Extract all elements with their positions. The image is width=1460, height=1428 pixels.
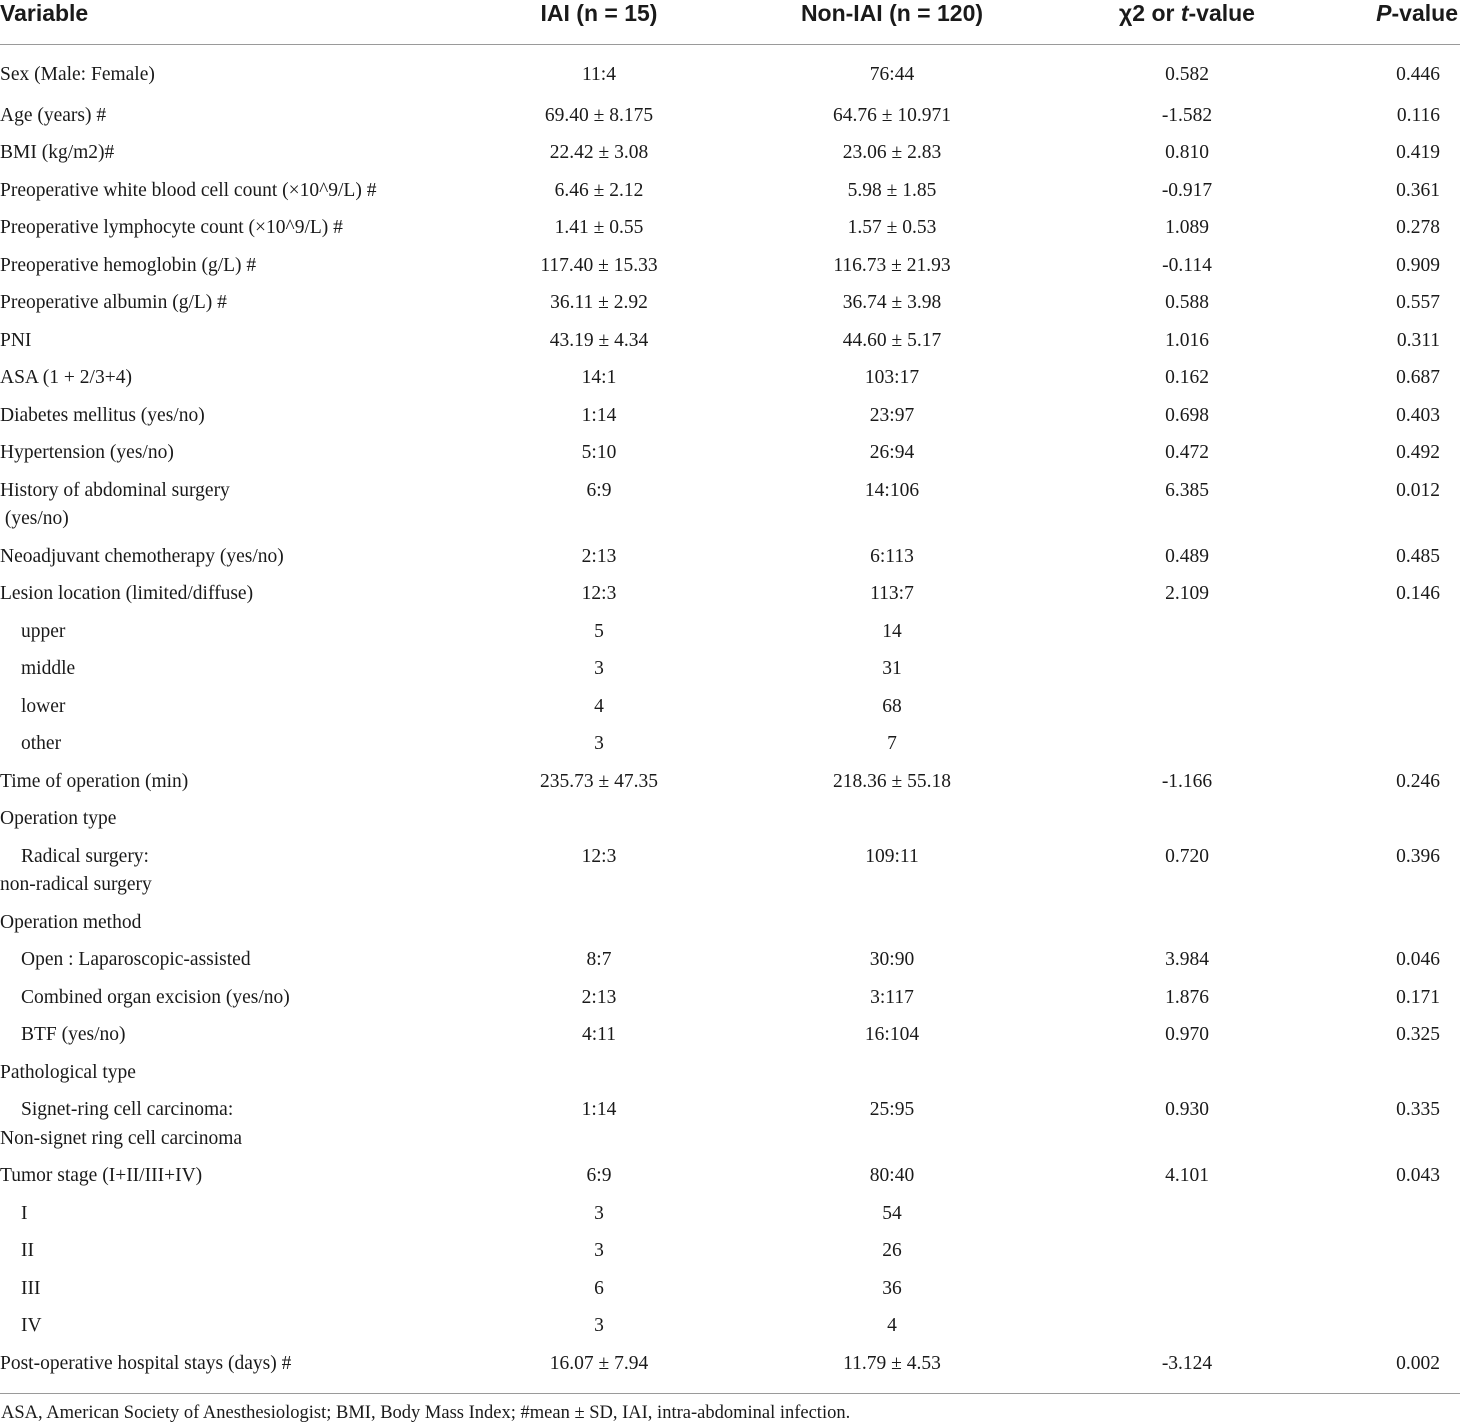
cell-variable: [0, 398, 460, 436]
cell-p-value: [1328, 1233, 1460, 1271]
cell-variable: [0, 689, 460, 727]
cell-iai: 4:11: [582, 1024, 616, 1045]
cell-p-value: 0.046: [1396, 949, 1440, 970]
cell-iai: 8:7: [586, 949, 612, 970]
cell-iai: 3: [594, 733, 604, 754]
cell-p-value: 0.557: [1396, 292, 1440, 313]
cell-non-iai: 103:17: [864, 367, 920, 388]
cell-variable: [0, 473, 460, 539]
table-row: [0, 473, 1460, 539]
cell-non-iai: 14: [882, 620, 902, 642]
cell-statistic: -1.582: [1161, 104, 1213, 126]
table-row: [0, 360, 1460, 398]
table-row: [0, 1233, 1460, 1271]
cell-non-iai: 11.79 ± 4.53: [738, 1346, 1046, 1394]
cell-p-value: [1328, 1196, 1460, 1234]
variable-label: other: [21, 733, 62, 754]
cell-variable: [0, 45, 460, 98]
header-p-value: [1328, 0, 1460, 45]
cell-variable: [0, 801, 460, 839]
variable-label: ASA (1 + 2/3+4): [0, 367, 132, 388]
cell-non-iai: 5.98 ± 1.85: [847, 179, 937, 201]
cell-p-value: 0.043: [1396, 1165, 1440, 1186]
cell-non-iai: 26:94: [869, 442, 915, 463]
variable-label: BMI (kg/m2)#: [0, 142, 115, 163]
header-statistic-suffix: -value: [1188, 0, 1255, 26]
table-row: [0, 1092, 1460, 1158]
cell-non-iai: 16:104: [864, 1024, 920, 1045]
cell-iai: 4: [594, 695, 604, 717]
cell-iai: 69.40 ± 8.175: [544, 104, 654, 126]
cell-p-value: 0.171: [1396, 986, 1440, 1008]
cell-variable: [0, 135, 460, 173]
variable-label: I: [21, 1202, 28, 1224]
table-row: [0, 1308, 1460, 1346]
cell-p-value: 0.116: [1396, 104, 1440, 126]
table-row: [0, 614, 1460, 652]
header-p-suffix: -value: [1391, 0, 1458, 26]
cell-statistic: 1.016: [1165, 329, 1209, 351]
cell-iai: 12:3: [581, 845, 617, 867]
cell-iai: 3: [594, 1202, 604, 1224]
cell-variable: [0, 839, 460, 905]
variable-label: Pathological type: [0, 1061, 136, 1083]
cell-variable: [0, 1308, 460, 1346]
table-row: [0, 135, 1460, 173]
table-header: [0, 0, 1460, 45]
cell-statistic: [1046, 1196, 1328, 1234]
cell-iai: [460, 801, 738, 839]
variable-label: Preoperative lymphocyte count (×10^9/L) #: [0, 217, 343, 238]
cell-iai: 2:13: [581, 545, 617, 567]
cell-statistic: 0.930: [1165, 1099, 1209, 1120]
table-row: [0, 435, 1460, 473]
cell-non-iai: 80:40: [869, 1165, 915, 1186]
cell-p-value: [1328, 801, 1460, 839]
cell-p-value: [1328, 1308, 1460, 1346]
cell-statistic: 6.385: [1165, 479, 1209, 501]
cell-non-iai: 7: [887, 733, 897, 754]
cell-p-value: 0.335: [1396, 1099, 1440, 1120]
table-row: [0, 1346, 1460, 1394]
header-statistic-t: t: [1180, 0, 1189, 26]
cell-variable: [0, 539, 460, 577]
header-statistic-prefix: χ2 or: [1119, 0, 1181, 26]
cell-statistic: 0.588: [1165, 292, 1209, 313]
cell-variable: [0, 435, 460, 473]
cell-non-iai: 23.06 ± 2.83: [842, 142, 942, 163]
cell-p-value: 0.361: [1396, 179, 1440, 201]
variable-label: Lesion location (limited/diffuse): [0, 583, 254, 604]
cell-iai: 3: [594, 1315, 604, 1336]
variable-label: Neoadjuvant chemotherapy (yes/no): [0, 545, 284, 567]
cell-p-value: 0.403: [1396, 404, 1440, 426]
variable-label: BTF (yes/no): [21, 1024, 126, 1045]
cell-non-iai: 76:44: [869, 64, 915, 85]
cell-non-iai: 31: [882, 658, 902, 679]
table-footnote: ASA, American Society of Anesthesiologist; BMI, Body Mass Index; #mean ± SD, IAI, intra-abdominal infection.: [1, 1403, 851, 1423]
cell-statistic: 0.489: [1165, 545, 1209, 567]
table-row: [0, 1158, 1460, 1196]
cell-statistic: [1046, 1233, 1328, 1271]
cell-variable: [0, 360, 460, 398]
cell-non-iai: 25:95: [869, 1099, 915, 1120]
cell-statistic: 0.472: [1165, 442, 1209, 463]
cell-non-iai: 64.76 ± 10.971: [833, 104, 951, 126]
variable-label: Preoperative white blood cell count (×10^9/L) #: [0, 179, 377, 201]
table-row: [0, 576, 1460, 614]
variable-label: middle: [21, 658, 76, 679]
header-row: [0, 0, 1460, 45]
cell-iai: 36.11 ± 2.92: [550, 292, 648, 313]
cell-variable: [0, 905, 460, 943]
cell-iai: [460, 905, 738, 943]
cell-iai: 12:3: [581, 583, 617, 604]
table-row: [0, 285, 1460, 323]
cell-variable: [0, 576, 460, 614]
cell-non-iai: 44.60 ± 5.17: [842, 329, 942, 351]
cell-p-value: 0.396: [1396, 845, 1440, 867]
variable-label: Operation method: [0, 911, 142, 933]
variable-label: Preoperative albumin (g/L) #: [0, 292, 227, 313]
cell-p-value: [1328, 905, 1460, 943]
cell-variable: [0, 210, 460, 248]
table-row: [0, 1055, 1460, 1093]
variable-label: Signet-ring cell carcinoma:: [21, 1099, 234, 1120]
cell-non-iai: 23:97: [869, 404, 915, 426]
variable-label: Time of operation (min): [0, 770, 189, 792]
cell-statistic: [1046, 726, 1328, 764]
variable-label: History of abdominal surgery: [0, 479, 230, 501]
cell-statistic: -0.114: [1162, 254, 1212, 276]
cell-statistic: [1046, 801, 1328, 839]
cell-p-value: 0.325: [1396, 1024, 1440, 1045]
variable-label-continued: non-radical surgery: [0, 874, 152, 895]
cell-iai: 3: [594, 658, 604, 679]
variable-label: Preoperative hemoglobin (g/L) #: [0, 254, 257, 276]
cell-p-value: 0.002: [1328, 1346, 1460, 1394]
table-row: [0, 1196, 1460, 1234]
cell-variable: [0, 726, 460, 764]
cell-p-value: 0.687: [1396, 367, 1440, 388]
cell-non-iai: 26: [882, 1240, 902, 1261]
cell-variable: [0, 1271, 460, 1309]
table-row: [0, 45, 1460, 98]
variable-label: Tumor stage (I+II/III+IV): [0, 1165, 203, 1186]
cell-iai: 3: [594, 1240, 604, 1261]
cell-statistic: -1.166: [1161, 770, 1213, 792]
variable-label: III: [21, 1277, 41, 1299]
cell-non-iai: 30:90: [869, 949, 915, 970]
cell-iai: 6: [594, 1277, 604, 1299]
header-non-iai: Non-IAI (n = 120): [738, 0, 1046, 45]
variable-label: Post-operative hospital stays (days) #: [0, 1352, 292, 1374]
table-row: [0, 726, 1460, 764]
variable-label: lower: [21, 695, 66, 717]
cell-non-iai: 36.74 ± 3.98: [842, 292, 942, 313]
cell-p-value: [1328, 1271, 1460, 1309]
cell-iai: 6.46 ± 2.12: [554, 179, 644, 201]
cell-p-value: [1328, 651, 1460, 689]
table-row: [0, 689, 1460, 727]
cell-p-value: [1328, 614, 1460, 652]
cell-statistic: [1046, 1055, 1328, 1093]
table-row: [0, 323, 1460, 361]
cell-variable: [0, 942, 460, 980]
cell-p-value: 0.012: [1396, 479, 1440, 501]
variable-label: Age (years) #: [0, 104, 107, 126]
variable-label: Diabetes mellitus (yes/no): [0, 404, 205, 426]
cell-statistic: [1046, 1271, 1328, 1309]
cell-variable: [0, 1346, 460, 1394]
cell-p-value: 0.311: [1396, 329, 1440, 351]
cell-statistic: 3.984: [1165, 949, 1209, 970]
cell-iai: 16.07 ± 7.94: [460, 1346, 738, 1394]
table-row: [0, 173, 1460, 211]
variable-label: Open : Laparoscopic-assisted: [21, 949, 251, 970]
cell-variable: [0, 980, 460, 1018]
cell-p-value: 0.419: [1396, 142, 1440, 163]
cell-non-iai: 113:7: [870, 583, 914, 604]
cell-non-iai: 109:11: [865, 845, 919, 867]
cell-iai: 1.41 ± 0.55: [554, 217, 644, 238]
cell-statistic: 1.876: [1165, 986, 1209, 1008]
cell-iai: 1:14: [581, 404, 617, 426]
cell-non-iai: [738, 1055, 1046, 1093]
table-row: [0, 98, 1460, 136]
cell-statistic: 0.970: [1165, 1024, 1209, 1045]
variable-label: PNI: [0, 329, 32, 351]
variable-label: upper: [21, 620, 66, 642]
table-row: [0, 764, 1460, 802]
table-row: [0, 980, 1460, 1018]
cell-iai: 5:10: [581, 442, 617, 463]
cell-statistic: 1.089: [1165, 217, 1209, 238]
cell-variable: [0, 1158, 460, 1196]
cell-statistic: 0.720: [1165, 845, 1209, 867]
table-row: [0, 210, 1460, 248]
cell-statistic: 4.101: [1165, 1165, 1209, 1186]
cell-iai: 2:13: [581, 986, 617, 1008]
cell-statistic: 0.698: [1165, 404, 1209, 426]
cell-p-value: 0.485: [1396, 545, 1440, 567]
table-row: [0, 1271, 1460, 1309]
cell-non-iai: 116.73 ± 21.93: [833, 254, 951, 276]
cell-p-value: [1328, 726, 1460, 764]
cell-non-iai: 36: [882, 1277, 902, 1299]
cell-statistic: [1046, 614, 1328, 652]
cell-statistic: [1046, 651, 1328, 689]
table-row: [0, 905, 1460, 943]
cell-statistic: 0.810: [1165, 142, 1209, 163]
cell-iai: 43.19 ± 4.34: [549, 329, 649, 351]
cell-variable: [0, 1233, 460, 1271]
cell-variable: [0, 651, 460, 689]
cell-iai: 11:4: [582, 64, 616, 85]
variable-label: Operation type: [0, 808, 117, 829]
cell-variable: [0, 173, 460, 211]
variable-label-continued: Non-signet ring cell carcinoma: [0, 1127, 243, 1149]
cell-variable: [0, 98, 460, 136]
cell-statistic: 2.109: [1165, 583, 1209, 604]
cell-non-iai: 3:117: [870, 986, 914, 1008]
cell-statistic: [1046, 689, 1328, 727]
cell-statistic: [1046, 1308, 1328, 1346]
table-row: [0, 248, 1460, 286]
cell-iai: 5: [594, 620, 604, 642]
variable-label: Radical surgery:: [21, 845, 149, 867]
variable-label: IV: [21, 1315, 42, 1336]
cell-p-value: 0.446: [1396, 64, 1440, 85]
variable-label: Combined organ excision (yes/no): [21, 986, 290, 1008]
cell-iai: [460, 1055, 738, 1093]
cell-non-iai: 6:113: [870, 545, 914, 567]
header-variable: Variable: [0, 0, 460, 45]
cell-variable: [0, 323, 460, 361]
table-row: [0, 539, 1460, 577]
cell-p-value: 0.146: [1396, 583, 1440, 604]
cell-statistic: 0.582: [1165, 64, 1209, 85]
cell-p-value: 0.909: [1396, 254, 1440, 276]
table-body: [0, 45, 1460, 1394]
cell-variable: [0, 1196, 460, 1234]
variable-label: II: [21, 1240, 34, 1261]
cell-p-value: 0.492: [1396, 442, 1440, 463]
table-row: [0, 651, 1460, 689]
cell-variable: [0, 614, 460, 652]
table-row: [0, 801, 1460, 839]
header-statistic: [1046, 0, 1328, 45]
table-row: [0, 839, 1460, 905]
cell-iai: 1:14: [581, 1099, 617, 1120]
cell-variable: [0, 1092, 460, 1158]
table-row: [0, 942, 1460, 980]
header-p-italic: P: [1376, 0, 1392, 26]
cell-p-value: 0.278: [1396, 217, 1440, 238]
cell-iai: 22.42 ± 3.08: [549, 142, 649, 163]
header-iai: IAI (n = 15): [460, 0, 738, 45]
cell-statistic: -0.917: [1161, 179, 1213, 201]
cell-non-iai: 4: [887, 1315, 897, 1336]
variable-label-continued: (yes/no): [0, 508, 69, 529]
cell-statistic: 0.162: [1165, 367, 1209, 388]
variable-label: Hypertension (yes/no): [0, 442, 174, 463]
cell-p-value: [1328, 689, 1460, 727]
cell-non-iai: 218.36 ± 55.18: [833, 770, 951, 792]
cell-statistic: -3.124: [1046, 1346, 1328, 1394]
cell-variable: [0, 248, 460, 286]
cell-variable: [0, 1017, 460, 1055]
cell-non-iai: 54: [882, 1202, 902, 1224]
cell-non-iai: [738, 905, 1046, 943]
cell-variable: [0, 285, 460, 323]
cell-iai: 117.40 ± 15.33: [540, 254, 658, 276]
variable-label: Sex (Male: Female): [0, 64, 155, 85]
cell-non-iai: 68: [882, 695, 902, 717]
cell-variable: [0, 1055, 460, 1093]
cell-non-iai: [738, 801, 1046, 839]
table-row: [0, 398, 1460, 436]
cell-iai: 6:9: [586, 1165, 612, 1186]
cell-statistic: [1046, 905, 1328, 943]
cell-iai: 14:1: [581, 367, 617, 388]
table-row: [0, 1017, 1460, 1055]
cell-variable: [0, 764, 460, 802]
cell-p-value: [1328, 1055, 1460, 1093]
cell-non-iai: 14:106: [864, 479, 920, 501]
cell-p-value: 0.246: [1396, 770, 1440, 792]
cell-iai: 235.73 ± 47.35: [540, 770, 658, 792]
cell-iai: 6:9: [586, 479, 612, 501]
cell-non-iai: 1.57 ± 0.53: [847, 217, 937, 238]
